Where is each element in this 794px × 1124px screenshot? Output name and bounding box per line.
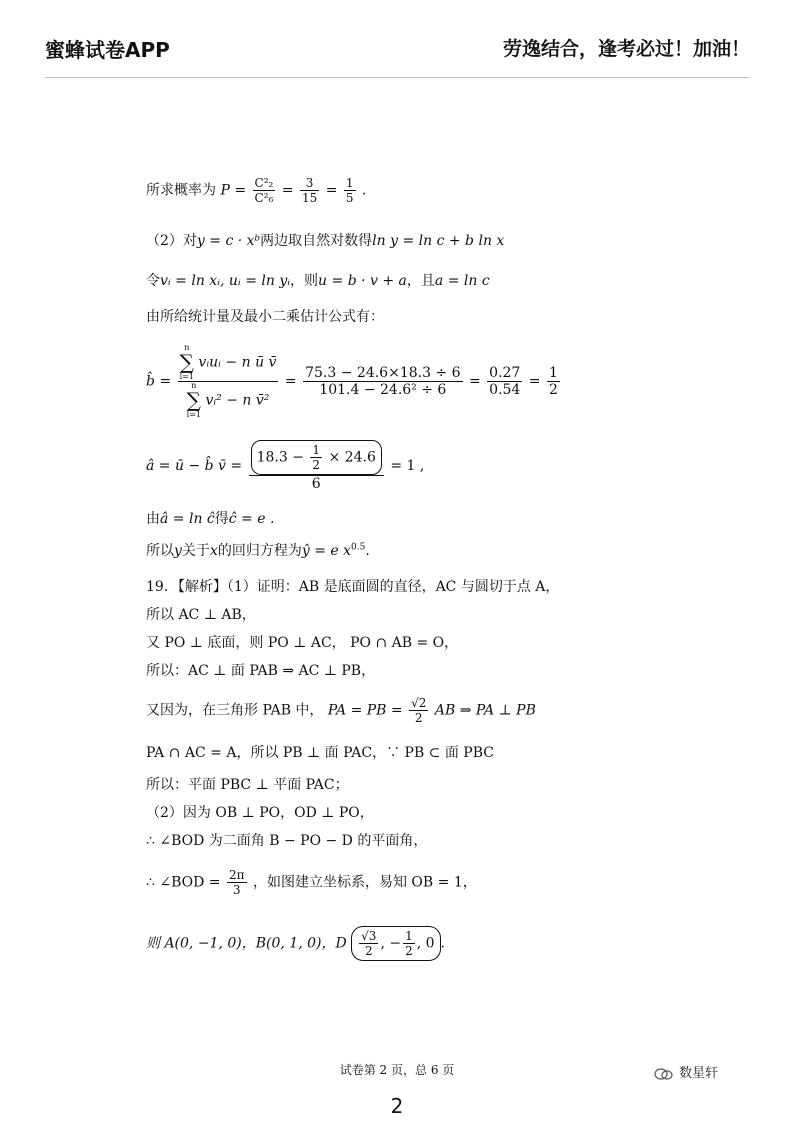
line-q19-part2: （2）因为 OB ⊥ PO，OD ⊥ PO， [146,805,374,821]
line-q19-2: 又 PO ⊥ 底面，则 PO ⊥ AC， PO ∩ AB = O， [146,635,459,651]
line-b-hat [146,344,562,419]
numerator: 2π [228,868,245,882]
sigma: n ∑ i=1 [186,381,201,419]
text: （2）对 [146,233,197,249]
line-q19-8 [146,868,477,897]
text: ，则 [290,273,319,289]
text: 的回归方程为 [217,543,302,559]
numerator: 0.27 [489,365,521,381]
math: ∴ ∠BOD = [146,874,221,891]
math: y = c · xᵇ [196,233,261,249]
math: PA = PB = [327,702,403,719]
math: × 24.6 [328,449,376,466]
math: 则 A(0, −1, 0)，B(0, 1, 0)，D [146,935,347,952]
numerator [178,344,279,382]
fraction [409,696,428,725]
fraction [300,176,319,205]
denominator: 6 [249,475,384,492]
denominator: 0.54 [489,382,521,398]
upper-limit: n [191,381,197,390]
numerator: 1 [312,443,321,457]
math: = [281,182,294,199]
denominator: C²₆ [254,191,274,205]
math: ĉ = e . [228,511,275,527]
fraction [344,176,356,205]
fraction [547,365,560,398]
watermark-text: 数星轩 [679,1066,719,1081]
denominator: 101.4 − 24.6² ÷ 6 [319,382,447,398]
line-least-squares: 由所给统计量及最小二乘估计公式有： [146,309,384,325]
math: , − [380,935,402,952]
math: a = ln c [434,273,490,289]
slogan: 劳逸结合，逢考必过！加油！ [502,38,750,60]
line-q19-intro: 19．【解析】（1）证明：AB 是底面圆的直径，AC 与圆切于点 A， [146,579,560,595]
page-info: 试卷第 2 页，总 6 页 [339,1063,455,1077]
wechat-icon [653,1067,675,1081]
line-q19-7: ∴ ∠BOD 为二面角 B − PO − D 的平面角， [146,833,428,849]
page-number: 2 [390,1094,404,1118]
math: vᵢuᵢ − n ū v̄ [198,354,277,371]
fraction [487,365,522,398]
fraction [403,929,415,958]
math: = [528,373,541,390]
math: 18.3 − [256,449,304,466]
text: ，且 [406,273,435,289]
denominator: 2 [414,711,423,725]
line-q19-1: 所以 AC ⊥ AB， [146,607,256,623]
text: 又因为，在三角形 PAB 中， [146,702,324,719]
fraction [227,868,247,897]
math: x [209,543,218,559]
fraction [359,929,378,958]
denominator [178,382,279,419]
math: vᵢ = ln xᵢ, uᵢ = ln yᵢ [160,273,291,289]
numerator: 75.3 − 24.6×18.3 ÷ 6 [305,365,461,381]
parenthesized [351,926,440,961]
parenthesized [251,440,382,475]
math: ln y = ln c + b ln x [372,233,505,249]
math: â = ln ĉ [160,511,215,527]
fraction [303,365,462,398]
numerator: 1 [405,929,413,943]
math: y [174,543,182,559]
sum-fraction [178,344,279,419]
numerator: 1 [345,176,354,190]
text: 所以 [146,543,174,559]
line-probability [146,176,366,205]
denominator: 5 [345,191,354,205]
math: = 1 , [390,458,425,474]
math: u = b · v + a [318,273,407,289]
denominator: 2 [548,382,558,398]
watermark [653,1062,718,1081]
line-q19-5: PA ∩ AC = A，所以 PB ⊥ 面 PAC，∵ PB ⊂ 面 PBC [146,745,494,761]
text: 由 [146,511,160,527]
exponent: 0.5 [351,542,366,553]
denominator: 2 [405,944,413,958]
lower-limit: i=1 [186,410,201,419]
math: ŷ = e x [301,543,351,559]
math: . [361,182,367,199]
math: â = ū − b̂ v̄ = [146,458,243,474]
math: , 0 [416,935,435,952]
fraction [310,443,322,472]
text: 得 [214,511,229,527]
sigma: n ∑ i=1 [179,343,194,381]
text: 所求概率为 [146,182,216,199]
math: . [365,543,370,559]
line-q19-coords [146,926,445,961]
math: vᵢ² − n v̄² [205,392,270,409]
line-q19-4 [146,696,536,725]
line-q19-6: 所以：平面 PBC ⊥ 平面 PAC； [146,777,349,793]
denominator: 3 [232,883,241,897]
app-name: 蜜蜂试卷APP [45,38,170,62]
upper-limit: n [184,343,190,352]
line-regression [146,540,370,560]
numerator: √3 [361,929,377,943]
line-c-hat [146,508,274,528]
math: . [440,935,445,952]
numerator: 3 [300,176,319,191]
numerator: 1 [548,365,558,381]
denominator: 2 [364,944,373,958]
fraction [253,176,276,205]
math: AB ⇒ PA ⊥ PB [434,702,536,719]
denominator: 15 [301,191,318,205]
fraction [249,440,384,492]
math: P = [220,182,247,199]
math: b̂ = [146,373,172,390]
numerator [249,440,384,475]
denominator: 2 [312,458,321,472]
numerator: C²₂ [254,176,274,190]
numerator: √2 [411,696,427,710]
line-log-transform [146,230,504,250]
text: 两边取自然对数得 [260,233,373,249]
line-q19-3: 所以：AC ⊥ 面 PAB ⇒ AC ⊥ PB， [146,663,376,679]
math: = [325,182,338,199]
line-a-hat [146,440,424,492]
text: ，如图建立坐标系，易知 OB = 1， [252,874,477,891]
line-substitution [146,270,490,290]
math: = [468,373,481,390]
lower-limit: i=1 [179,372,194,381]
text: 令 [146,273,160,289]
text: 关于 [181,543,210,559]
math: = [284,373,297,390]
